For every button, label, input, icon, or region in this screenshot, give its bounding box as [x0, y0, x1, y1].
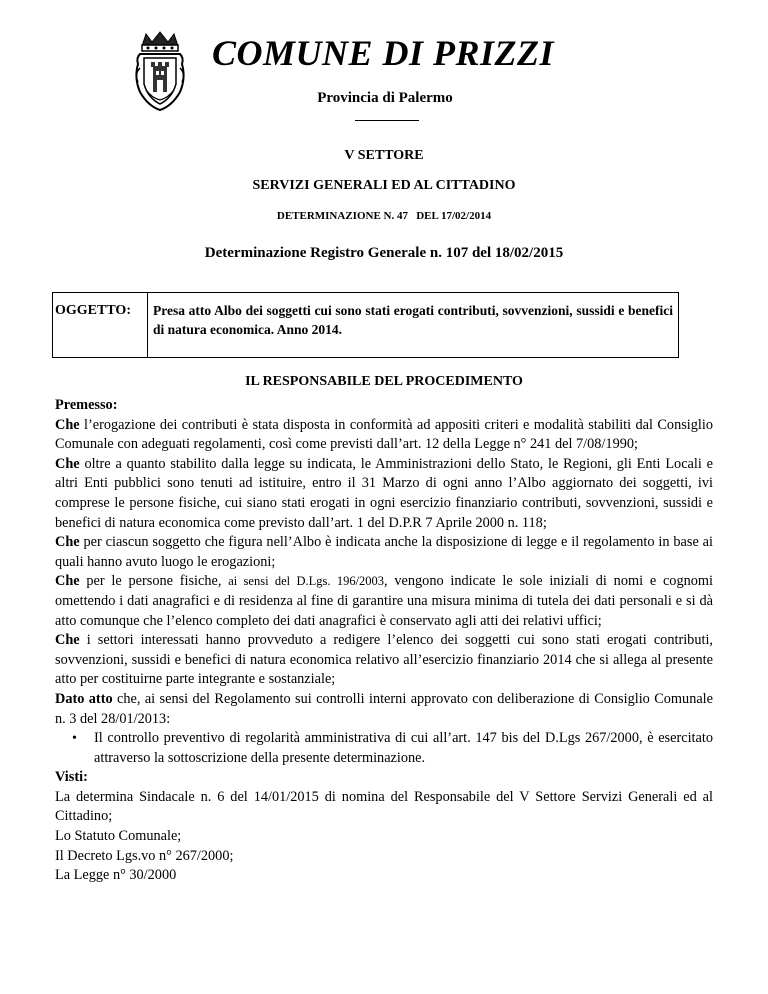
- sector-heading: V SETTORE: [344, 148, 424, 163]
- paragraph-6-lead: Dato atto: [55, 690, 113, 707]
- visti-item-1: La determina Sindacale n. 6 del 14/01/2015 di nomina del Responsabile del V Settore Servizi Generali ed al Cittadino;: [55, 788, 713, 825]
- paragraph-3-text: per ciascun soggetto che figura nell’Albo è indicata anche la disposizione di legge e il regolamento in base ai quali hanno avuto luogo le erogazioni;: [55, 534, 713, 570]
- visti-heading: [55, 768, 713, 788]
- paragraph-4-text-b: , vengono indicate le sole iniziali di nomi e cognomi omettendo i dati anagrafici e di residenza al fine di garantire una misura minima di tutela dei dati personali e si dà atto comunque che l’elenco completo dei dati anagrafici è conservato agli atti dei relativi uffici;: [55, 573, 713, 629]
- paragraph-1-text: l’erogazione dei contributi è stata disposta in conformità ad appositi criteri e modalità stabiliti dal Consiglio Comunale con adeguati regolamenti, così come previsti dall’art. 12 della Legge n° 241 del 7/08/1990;: [55, 416, 713, 453]
- page-title: COMUNE DI PRIZZI: [212, 33, 555, 73]
- subject-box: [52, 292, 679, 358]
- paragraph-5-text: i settori interessati hanno provveduto a redigere l’elenco dei soggetti cui sono stati erogati contributi, sovvenzioni, sussidi e benefici di natura economica relativo all’esercizio finanziario 2014 che si allega al presente atto per costituirne parte integrante e sostanziale;: [55, 632, 713, 688]
- province-divider: [355, 120, 419, 121]
- paragraph-2-lead: Che: [55, 455, 80, 472]
- subject-text: Presa atto Albo dei soggetti cui sono stati erogati contributi, sovvenzioni, sussidi e benefici di natura economica. Anno 2014.: [153, 303, 673, 337]
- paragraph-6: [55, 690, 713, 729]
- paragraph-5: [55, 631, 713, 690]
- visti-label: Visti:: [55, 769, 88, 786]
- paragraph-3-lead: Che: [55, 534, 80, 551]
- province-name: Provincia di Palermo: [317, 90, 453, 106]
- paragraph-6-text: che, ai sensi del Regolamento sui controlli interni approvato con deliberazione di Consiglio Comunale n. 3 del 28/01/2013:: [55, 690, 713, 727]
- determination-number-text: DETERMINAZIONE N. 47 DEL 17/02/2014: [276, 210, 492, 222]
- bullet-text: Il controllo preventivo di regolarità amministrativa di cui all’art. 147 bis del D.Lgs 267/2000, è esercitato attraverso la sottoscrizione della presente determinazione.: [94, 730, 713, 766]
- paragraph-2: [55, 455, 713, 533]
- premesso-heading: [55, 396, 713, 416]
- paragraph-4-lead: Che: [55, 573, 80, 590]
- subject-label: OGGETTO:: [53, 293, 148, 357]
- visti-item-2: Lo Statuto Comunale;: [55, 828, 182, 845]
- paragraph-3: [55, 533, 713, 572]
- municipal-crest-icon: [132, 28, 188, 112]
- paragraph-5-lead: Che: [55, 632, 80, 649]
- paragraph-4-text-small: ai sensi del D.Lgs. 196/2003: [228, 574, 385, 589]
- paragraph-4-text-a: per le persone fisiche,: [79, 573, 229, 590]
- responsible-heading: IL RESPONSABILE DEL PROCEDIMENTO: [245, 374, 523, 389]
- paragraph-1-lead: Che: [55, 416, 80, 433]
- visti-item-4: La Legge n° 30/2000: [55, 867, 177, 884]
- general-register: Determinazione Registro Generale n. 107 del 18/02/2015: [204, 245, 564, 261]
- services-heading: SERVIZI GENERALI ED AL CITTADINO: [252, 178, 516, 193]
- visti-item-3: Il Decreto Lgs.vo n° 267/2000;: [55, 847, 234, 864]
- document-body: [55, 396, 713, 886]
- paragraph-1: [55, 416, 713, 455]
- determination-number: [60, 210, 708, 222]
- bullet-item: [55, 729, 713, 768]
- premesso-label: Premesso:: [55, 397, 118, 413]
- paragraph-4: [55, 572, 713, 631]
- bullet-icon: •: [72, 731, 77, 747]
- paragraph-2-text: oltre a quanto stabilito dalla legge su indicata, le Amministrazioni dello Stato, le Regioni, gli Enti Locali e altri Enti pubblici sono tenuti ad istituire, entro il 31 Marzo di ogni anno l’Albo aggiornato dei soggetti, ivi comprese le persone fisiche, cui siano stati erogati in ogni esercizio finanziario contributi, sovvenzioni, sussidi e benefici di natura economica come previsto dall’art. 1 del D.P.R 7 Aprile 2000 n. 118;: [55, 455, 713, 531]
